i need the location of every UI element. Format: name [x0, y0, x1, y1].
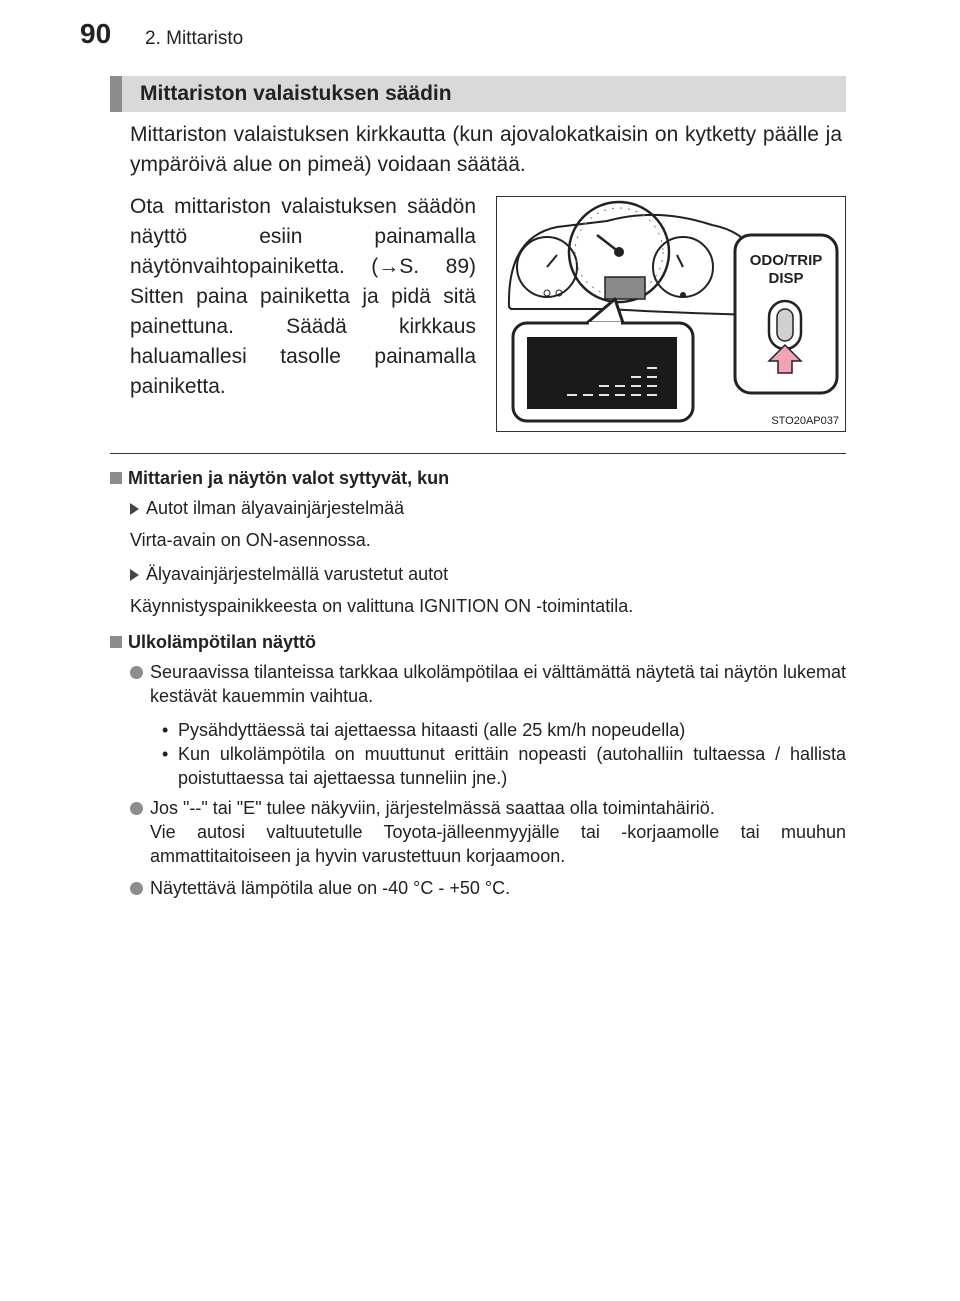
- temp-sub-2: • Kun ulkolämpötila on muuttunut erittäin nopeasti (autohalliin tultaessa / hallista poistuttaessa tai ajettaessa tunneliin jne.): [162, 744, 846, 788]
- circle-bullet-icon: [130, 666, 143, 679]
- case-smart-key-text: Käynnistyspainikkeesta on valittuna IGNITION ON -toimintatila.: [130, 596, 634, 616]
- case-no-smart-key-text: Virta-avain on ON-asennossa.: [130, 530, 371, 550]
- triangle-bullet-icon: [130, 503, 139, 515]
- brightness-display: [527, 337, 677, 409]
- section-header: [110, 76, 846, 112]
- section-title: Mittariston valaistuksen säädin: [140, 82, 452, 105]
- case-no-smart-key: Autot ilman älyavainjärjestelmää: [130, 496, 846, 520]
- cluster-display: [605, 277, 645, 299]
- temp-bullet-1: Seuraavissa tilanteissa tarkkaa ulkolämpötilaa ei välttämättä näytetä tai näytön lukemat kestävät kauemmin vaihtua.: [130, 660, 846, 708]
- instrument-panel-illustration: [496, 196, 846, 432]
- note-heading-lights: Mittarien ja näytön valot syttyvät, kun: [110, 466, 846, 490]
- temp-bullet-3: Näytettävä lämpötila alue on -40 °C - +50 °C.: [130, 876, 846, 900]
- square-bullet-icon: [110, 636, 122, 648]
- page-number: 90: [80, 18, 112, 49]
- square-bullet-icon: [110, 472, 122, 484]
- instruction-paragraph: Ota mittariston valaistuksen säädön näyttö esiin painamalla näytönvaihtopainiketta. (→S. 89) Sitten paina painiketta ja pidä sitä painettuna. Säädä kirkkaus haluamallesi tasolle painamalla painiketta.: [130, 195, 476, 398]
- intro-paragraph: Mittariston valaistuksen kirkkautta (kun ajovalokatkaisin on kytketty päälle ja ympäröivä alue on pimeä) voidaan säätää.: [130, 123, 842, 176]
- button-label-2: DISP: [768, 270, 804, 287]
- button-label-1: ODO/TRIP: [749, 252, 823, 269]
- circle-bullet-icon: [130, 802, 143, 815]
- notes-section: [110, 460, 846, 900]
- divider: [110, 453, 846, 454]
- temp-bullet-2: Jos "--" tai "E" tulee näkyviin, järjestelmässä saattaa olla toimintahäiriö. Vie autosi valtuutetulle Toyota-jälleenmyyjälle tai -korjaamolle tai muuhun ammattitaitoiseen ja hyvin varustettuun korjaamoon.: [130, 796, 846, 868]
- chapter-title: 2. Mittaristo: [145, 28, 244, 49]
- temp-sub-1: • Pysähdyttäessä tai ajettaessa hitaasti (alle 25 km/h nopeudella): [162, 720, 686, 740]
- case-smart-key: Älyavainjärjestelmällä varustetut autot: [130, 562, 846, 586]
- cluster-drawing: [497, 197, 844, 430]
- note-heading-temperature: Ulkolämpötilan näyttö: [110, 630, 846, 654]
- circle-bullet-icon: [130, 882, 143, 895]
- triangle-bullet-icon: [130, 569, 139, 581]
- figure-code: STO20AP037: [771, 415, 839, 427]
